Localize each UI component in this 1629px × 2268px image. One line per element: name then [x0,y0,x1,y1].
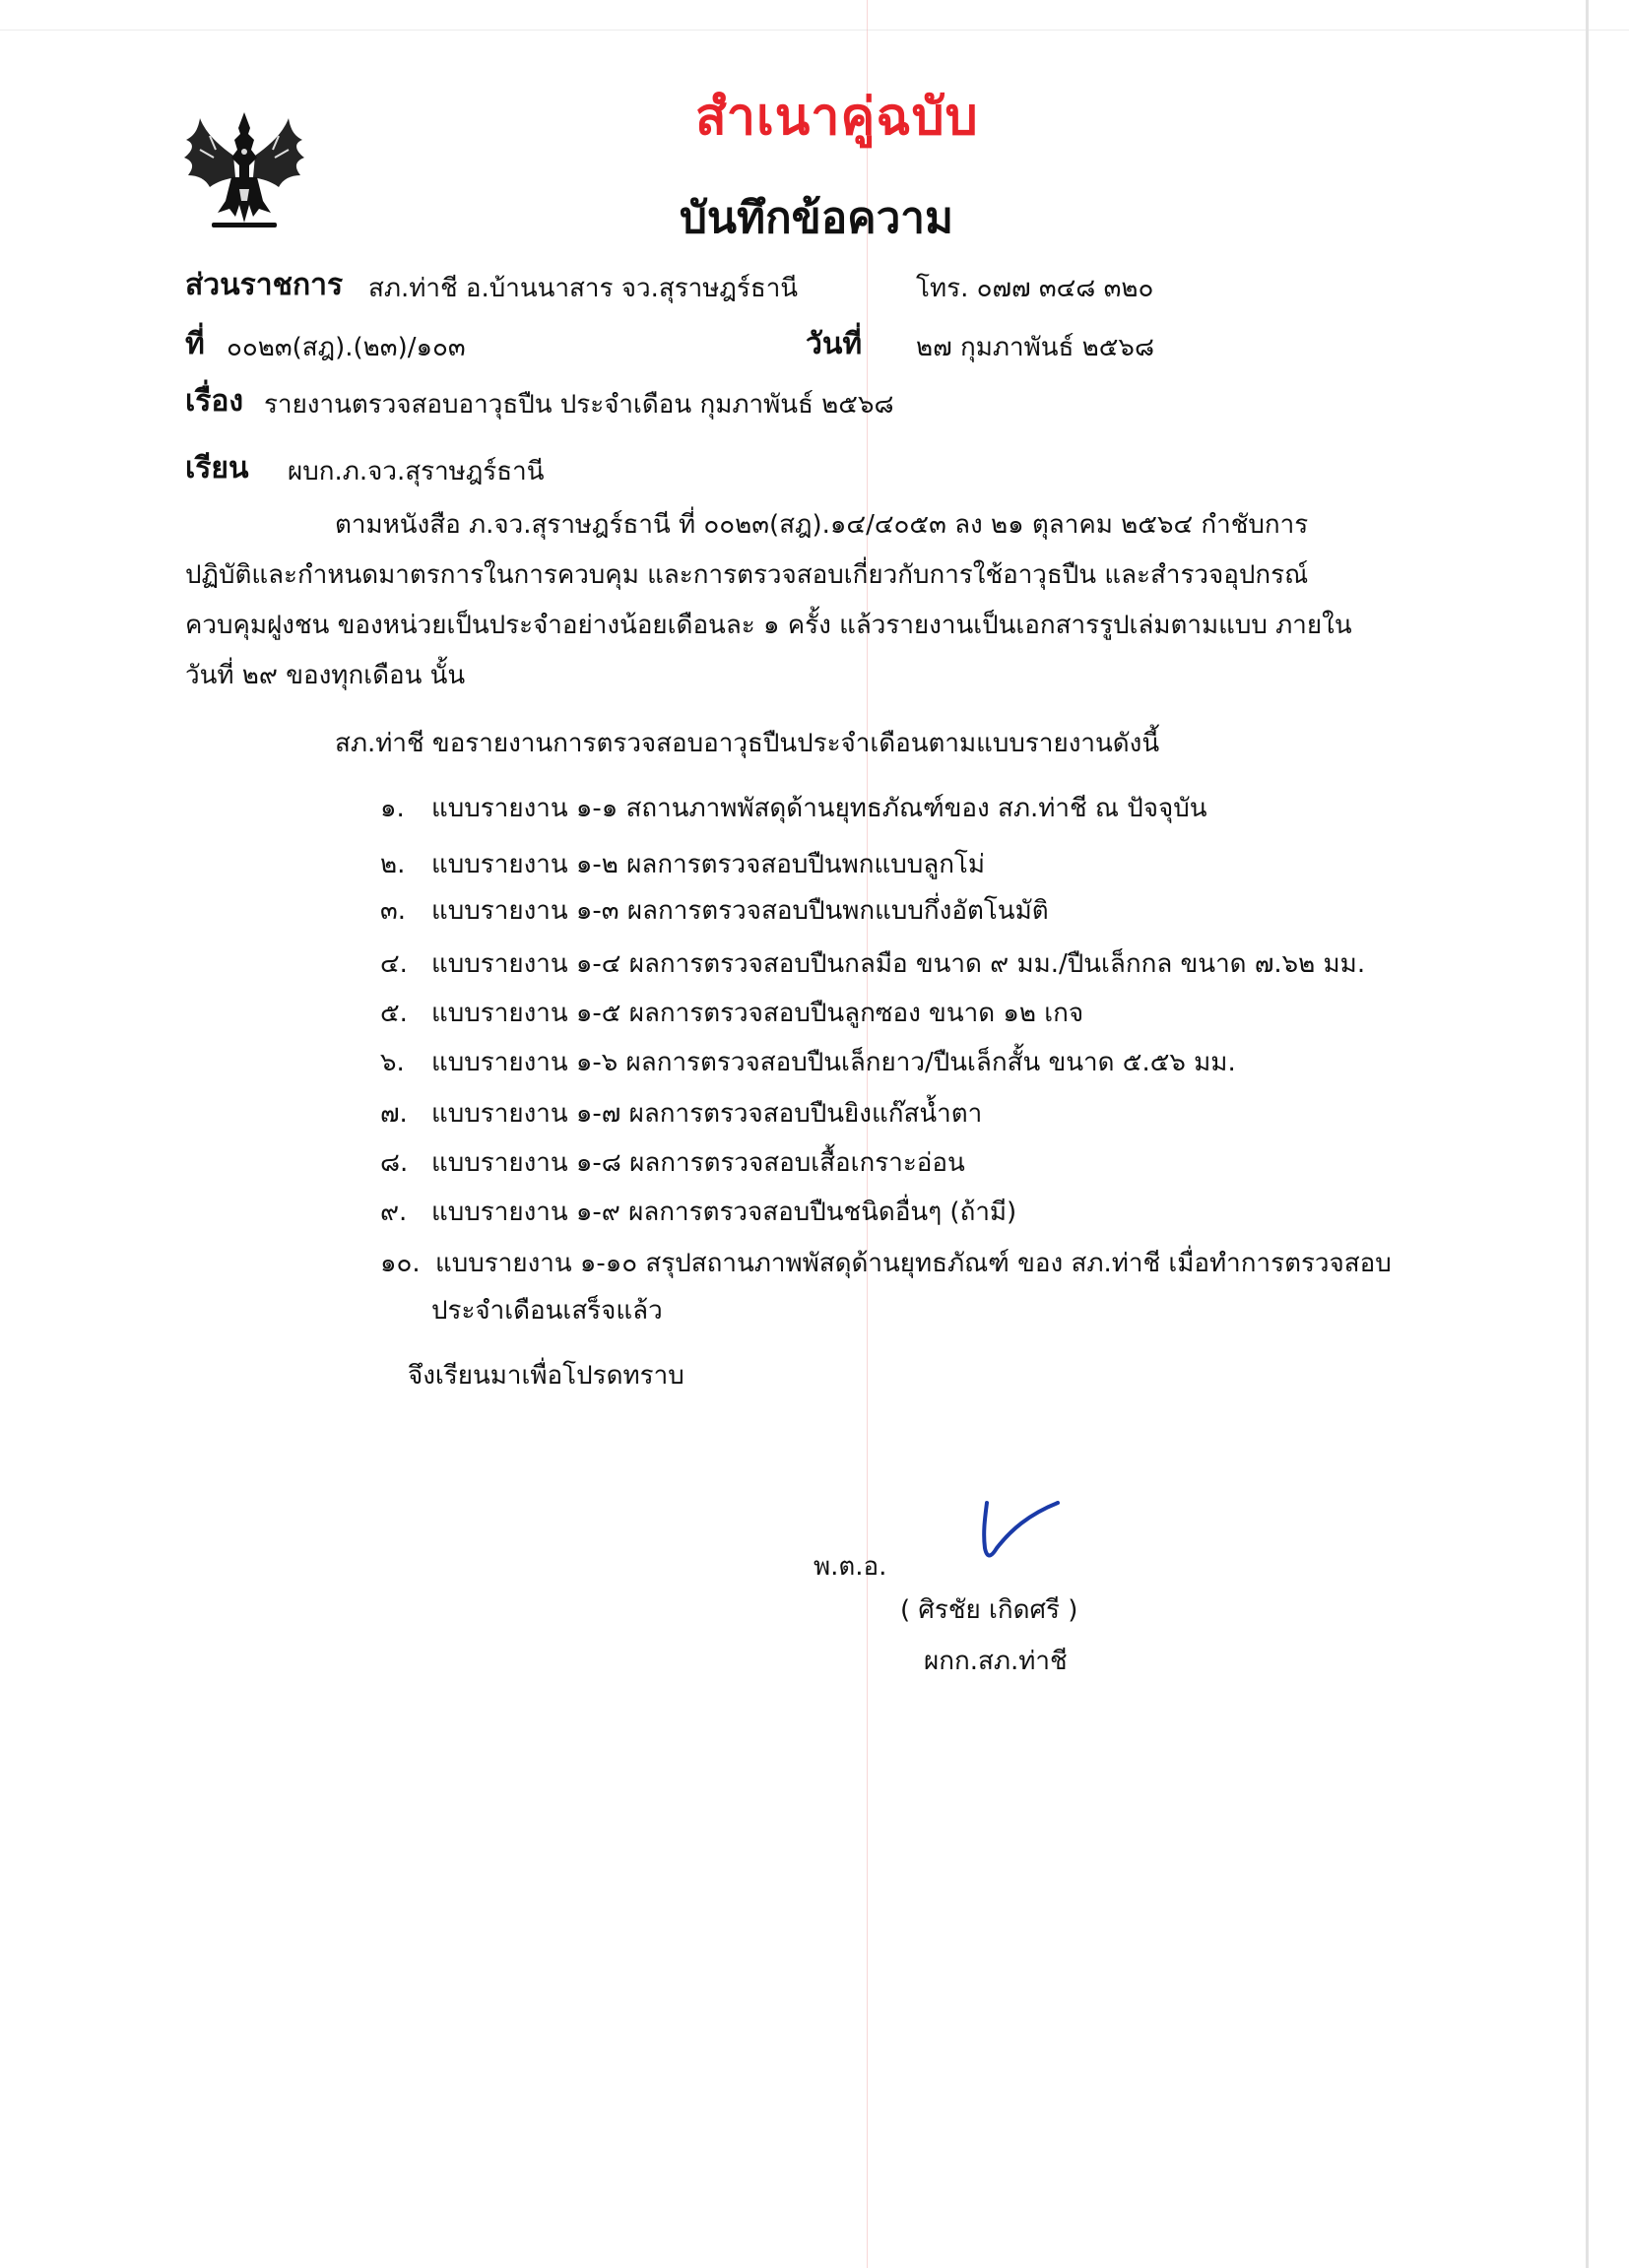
reference-label: ที่ [185,327,205,361]
document-date: ๒๗ กุมภาพันธ์ ๒๕๖๘ [916,333,1154,362]
list-item-number: ๘. [380,1148,409,1178]
list-item-number: ๖. [380,1048,405,1077]
list-item-number: ๓. [380,896,407,926]
memo-title: บันทึกข้อความ [680,193,954,243]
list-item-number: ๕. [380,999,408,1028]
list-item-number: ๙. [380,1198,408,1227]
garuda-emblem-icon [180,106,308,234]
list-item: แบบรายงาน ๑-๗ ผลการตรวจสอบปืนยิงแก๊สน้ำตา [431,1099,983,1129]
list-item-number: ๑๐. [380,1249,421,1278]
reference-number: ๐๐๒๓(สฎ).(๒๓)/๑๐๓ [227,333,466,362]
date-label: วันที่ [806,327,863,361]
addressee-label: เรียน [185,451,249,486]
list-item: แบบรายงาน ๑-๑๐ สรุปสถานภาพพัสดุด้านยุทธภัณฑ์ ของ สภ.ท่าชี เมื่อทำการตรวจสอบ [435,1249,1392,1278]
body-paragraph-line: วันที่ ๒๙ ของทุกเดือน นั้น [185,661,466,690]
scan-edge-shadow [1586,0,1589,2268]
list-item: แบบรายงาน ๑-๑ สถานภาพพัสดุด้านยุทธภัณฑ์ของ สภ.ท่าชี ณ ปัจจุบัน [431,794,1207,823]
list-item-number: ๑. [380,794,405,823]
signer-position: ผกก.สภ.ท่าชี [924,1647,1068,1676]
list-item-number: ๒. [380,850,406,879]
list-item: แบบรายงาน ๑-๙ ผลการตรวจสอบปืนชนิดอื่นๆ (ถ้ามี) [431,1198,1017,1227]
telephone-number: โทร. ๐๗๗ ๓๔๘ ๓๒๐ [916,274,1154,303]
subject-label: เรื่อง [185,384,244,419]
body-paragraph-line: ตามหนังสือ ภ.จว.สุราษฎร์ธานี ที่ ๐๐๒๓(สฎ).๑๔/๔๐๕๓ ลง ๒๑ ตุลาคม ๒๕๖๔ กำชับการ [335,510,1309,540]
list-item: แบบรายงาน ๑-๕ ผลการตรวจสอบปืนลูกซอง ขนาด ๑๒ เกจ [431,999,1084,1028]
agency-value: สภ.ท่าชี อ.บ้านนาสาร จว.สุราษฎร์ธานี [368,274,799,303]
list-item-number: ๗. [380,1099,408,1129]
body-paragraph-line: ปฏิบัติและกำหนดมาตรการในการควบคุม และการตรวจสอบเกี่ยวกับการใช้อาวุธปืน และสำรวจอุปกรณ์ [185,560,1309,590]
list-item: แบบรายงาน ๑-๒ ผลการตรวจสอบปืนพกแบบลูกโม่ [431,850,986,879]
body-paragraph-line: ควบคุมฝูงชน ของหน่วยเป็นประจำอย่างน้อยเดือนละ ๑ ครั้ง แล้วรายงานเป็นเอกสารรูปเล่มตามแบบ ภายใน [185,611,1352,640]
addressee-value: ผบก.ภ.จว.สุราษฎร์ธานี [288,457,545,486]
list-item: แบบรายงาน ๑-๘ ผลการตรวจสอบเสื้อเกราะอ่อน [431,1148,965,1178]
scan-edge-line [0,30,1629,31]
copy-stamp: สำเนาคู่ฉบับ [695,88,979,147]
list-item-continuation: ประจำเดือนเสร็จแล้ว [431,1296,663,1326]
handwritten-signature [963,1497,1072,1576]
agency-label: ส่วนราชการ [185,268,344,302]
closing-line: จึงเรียนมาเพื่อโปรดทราบ [408,1361,684,1391]
scan-fold-line [867,0,868,2268]
list-item-number: ๔. [380,949,408,979]
list-item: แบบรายงาน ๑-๔ ผลการตรวจสอบปืนกลมือ ขนาด ๙ มม./ปืนเล็กกล ขนาด ๗.๖๒ มม. [431,949,1366,979]
list-item: แบบรายงาน ๑-๓ ผลการตรวจสอบปืนพกแบบกึ่งอัตโนมัติ [431,896,1049,926]
signer-rank: พ.ต.อ. [814,1552,887,1582]
signer-name: ( ศิรชัย เกิดศรี ) [900,1595,1078,1625]
report-intro: สภ.ท่าชี ขอรายงานการตรวจสอบอาวุธปืนประจำเดือนตามแบบรายงานดังนี้ [335,729,1160,758]
list-item: แบบรายงาน ๑-๖ ผลการตรวจสอบปืนเล็กยาว/ปืนเล็กสั้น ขนาด ๕.๕๖ มม. [431,1048,1236,1077]
subject-value: รายงานตรวจสอบอาวุธปืน ประจำเดือน กุมภาพันธ์ ๒๕๖๘ [264,390,894,420]
